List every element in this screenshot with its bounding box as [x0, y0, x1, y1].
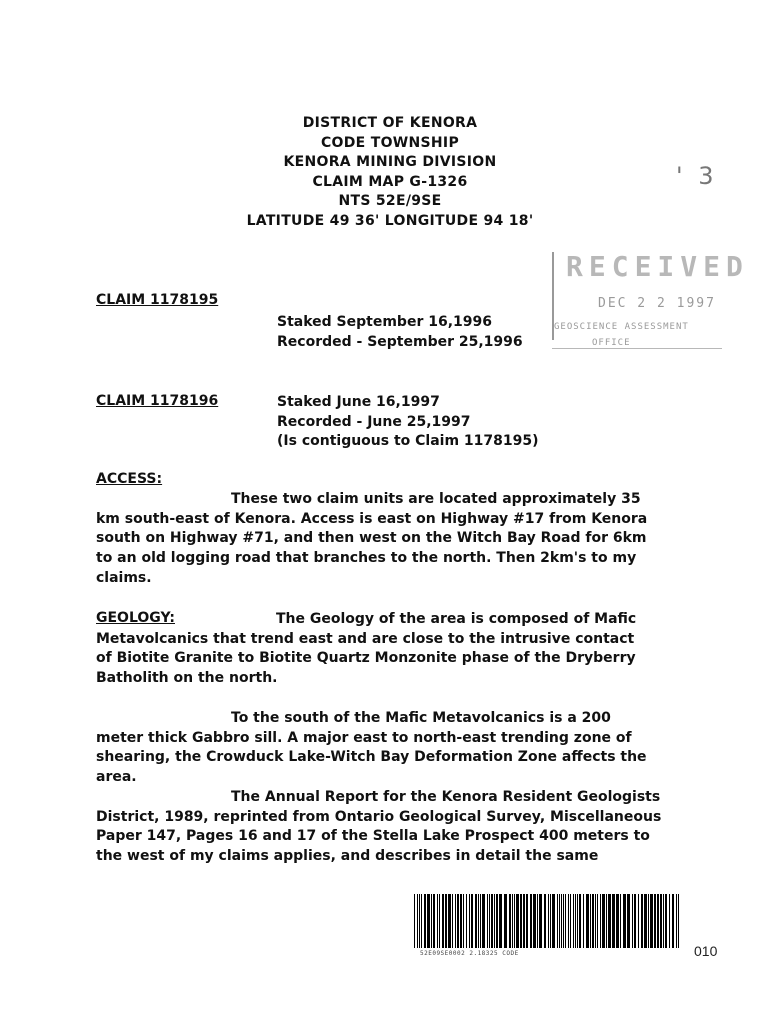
- barcode-bar: [509, 894, 511, 948]
- barcode-bar: [419, 894, 420, 948]
- barcode-bar: [586, 894, 589, 948]
- barcode-bar: [573, 894, 574, 948]
- barcode-bar: [452, 894, 453, 948]
- paragraph-line: shearing, the Crowduck Lake-Witch Bay Deformation Zone affects the: [96, 749, 647, 766]
- barcode-bar: [600, 894, 601, 948]
- barcode-bar: [504, 894, 507, 948]
- claim-detail-line: Recorded - June 25,1997: [277, 413, 471, 430]
- barcode-bar: [634, 894, 636, 948]
- barcode-bar: [537, 894, 538, 948]
- barcode-bar: [478, 894, 479, 948]
- barcode-bar: [437, 894, 438, 948]
- barcode-bar: [463, 894, 464, 948]
- barcode-bar: [494, 894, 495, 948]
- barcode-bar: [592, 894, 594, 948]
- barcode-bar: [563, 894, 564, 948]
- barcode-bar: [606, 894, 607, 948]
- barcode-bar: [431, 894, 432, 948]
- barcode-bar: [654, 894, 656, 948]
- barcode-bar: [676, 894, 677, 948]
- barcode-bar: [638, 894, 639, 948]
- paragraph-line: Batholith on the north.: [96, 670, 278, 687]
- barcode-bar: [489, 894, 490, 948]
- paragraph-line: of Biotite Granite to Biotite Quartz Monzonite phase of the Dryberry: [96, 650, 636, 667]
- barcode-bar: [678, 894, 679, 948]
- barcode-bar: [602, 894, 605, 948]
- barcode: [414, 894, 682, 948]
- geology-heading: GEOLOGY:: [96, 610, 175, 626]
- handwritten-mark: ' 3: [676, 162, 718, 190]
- barcode-bar: [660, 894, 662, 948]
- barcode-bar: [448, 894, 451, 948]
- page-number: 010: [694, 943, 718, 959]
- barcode-bar: [433, 894, 435, 948]
- barcode-bar: [597, 894, 598, 948]
- barcode-bar: [482, 894, 485, 948]
- barcode-bar: [608, 894, 611, 948]
- barcode-bar: [475, 894, 477, 948]
- paragraph-line: km south-east of Kenora. Access is east on Highway #17 from Kenora: [96, 510, 648, 527]
- paragraph-line: to an old logging road that branches to the north. Then 2km's to my: [96, 550, 637, 567]
- geology-paragraph: [96, 610, 696, 689]
- barcode-bar: [520, 894, 522, 948]
- barcode-bar: [559, 894, 560, 948]
- barcode-bar: [460, 894, 462, 948]
- barcode-bar: [627, 894, 630, 948]
- barcode-bar: [466, 894, 467, 948]
- barcode-bar: [665, 894, 667, 948]
- claim-details: [277, 313, 523, 352]
- barcode-bar: [539, 894, 542, 948]
- stamp-date: DEC 2 2 1997: [598, 296, 716, 311]
- paragraph-line: claims.: [96, 569, 152, 586]
- barcode-bar: [550, 894, 551, 948]
- barcode-bar: [417, 894, 418, 948]
- header-line: CODE TOWNSHIP: [320, 134, 459, 151]
- barcode-bar: [577, 894, 578, 948]
- barcode-bar: [533, 894, 536, 948]
- stamp-word: RECEIVED: [566, 250, 749, 283]
- header-line: CLAIM MAP G-1326: [312, 173, 468, 190]
- barcode-bar: [565, 894, 566, 948]
- barcode-bar: [487, 894, 488, 948]
- header-line: NTS 52E/9SE: [338, 193, 442, 210]
- received-stamp: [552, 248, 749, 380]
- barcode-bar: [583, 894, 584, 948]
- stamp-office-line-2: OFFICE: [592, 338, 631, 348]
- geology-paragraph-2: [96, 709, 696, 788]
- barcode-caption: 52E09SE0002 2.18325 CODE: [420, 950, 519, 957]
- paragraph-line: Metavolcanics that trend east and are close to the intrusive contact: [96, 630, 635, 647]
- barcode-bar: [669, 894, 670, 948]
- barcode-bar: [523, 894, 525, 948]
- paragraph-line: To the south of the Mafic Metavolcanics is a 200: [231, 710, 611, 726]
- document-header: [240, 114, 540, 232]
- barcode-bar: [442, 894, 444, 948]
- paragraph-line: meter thick Gabbro sill. A major east to north-east trending zone of: [96, 729, 632, 746]
- barcode-bar: [439, 894, 440, 948]
- barcode-bar: [561, 894, 562, 948]
- barcode-bar: [650, 894, 653, 948]
- barcode-bar: [480, 894, 481, 948]
- claim-detail-line: Staked September 16,1996: [277, 314, 492, 330]
- barcode-bar: [648, 894, 649, 948]
- barcode-bar: [575, 894, 576, 948]
- barcode-bar: [512, 894, 513, 948]
- barcode-bar: [514, 894, 515, 948]
- barcode-bar: [620, 894, 621, 948]
- barcode-bar: [469, 894, 470, 948]
- header-line: DISTRICT OF KENORA: [302, 115, 478, 131]
- barcode-bar: [557, 894, 558, 948]
- barcode-bar: [612, 894, 615, 948]
- stamp-underline: [552, 348, 722, 349]
- access-heading: ACCESS:: [96, 471, 163, 487]
- barcode-bar: [595, 894, 596, 948]
- barcode-bar: [526, 894, 528, 948]
- header-line: LATITUDE 49 36' LONGITUDE 94 18': [246, 212, 534, 229]
- barcode-bar: [616, 894, 619, 948]
- geology-paragraph-3: [96, 788, 696, 867]
- barcode-bar: [544, 894, 546, 948]
- barcode-bar: [424, 894, 426, 948]
- barcode-bar: [663, 894, 664, 948]
- barcode-bar: [548, 894, 549, 948]
- barcode-bar: [530, 894, 532, 948]
- barcode-bar: [657, 894, 659, 948]
- barcode-bar: [496, 894, 498, 948]
- barcode-bar: [672, 894, 674, 948]
- access-paragraph: [96, 490, 696, 589]
- barcode-bar: [641, 894, 643, 948]
- paragraph-line: The Annual Report for the Kenora Resident Geologists: [231, 789, 661, 805]
- barcode-bar: [427, 894, 430, 948]
- barcode-bar: [590, 894, 591, 948]
- paragraph-line: Paper 147, Pages 16 and 17 of the Stella Lake Prospect 400 meters to: [96, 828, 650, 845]
- barcode-bar: [632, 894, 633, 948]
- barcode-bar: [499, 894, 502, 948]
- barcode-bar: [570, 894, 571, 948]
- paragraph-line: south on Highway #71, and then west on the Witch Bay Road for 6km: [96, 530, 647, 547]
- barcode-bar: [471, 894, 473, 948]
- barcode-bar: [644, 894, 647, 948]
- barcode-bar: [455, 894, 456, 948]
- paragraph-line: area.: [96, 769, 137, 786]
- paragraph-line: District, 1989, reprinted from Ontario Geological Survey, Miscellaneous: [96, 808, 662, 825]
- claim-label: CLAIM 1178195: [96, 292, 219, 308]
- claim-detail-line: (Is contiguous to Claim 1178195): [277, 433, 539, 450]
- barcode-bar: [491, 894, 493, 948]
- barcode-bar: [568, 894, 569, 948]
- barcode-bar: [414, 894, 415, 948]
- paragraph-line: the west of my claims applies, and describes in detail the same: [96, 848, 599, 865]
- barcode-bar: [552, 894, 555, 948]
- header-line: KENORA MINING DIVISION: [283, 154, 497, 171]
- barcode-bar: [579, 894, 581, 948]
- barcode-bar: [445, 894, 447, 948]
- barcode-bar: [623, 894, 626, 948]
- stamp-office-line: GEOSCIENCE ASSESSMENT: [554, 322, 689, 332]
- paragraph-line: The Geology of the area is composed of Mafic: [276, 611, 637, 627]
- barcode-bar: [421, 894, 422, 948]
- claim-details: [277, 393, 539, 452]
- paragraph-line: These two claim units are located approximately 35: [231, 491, 641, 507]
- claim-detail-line: Staked June 16,1997: [277, 394, 440, 410]
- claim-label: CLAIM 1178196: [96, 393, 219, 409]
- barcode-bar: [457, 894, 459, 948]
- barcode-bar: [516, 894, 519, 948]
- claim-detail-line: Recorded - September 25,1996: [277, 333, 523, 350]
